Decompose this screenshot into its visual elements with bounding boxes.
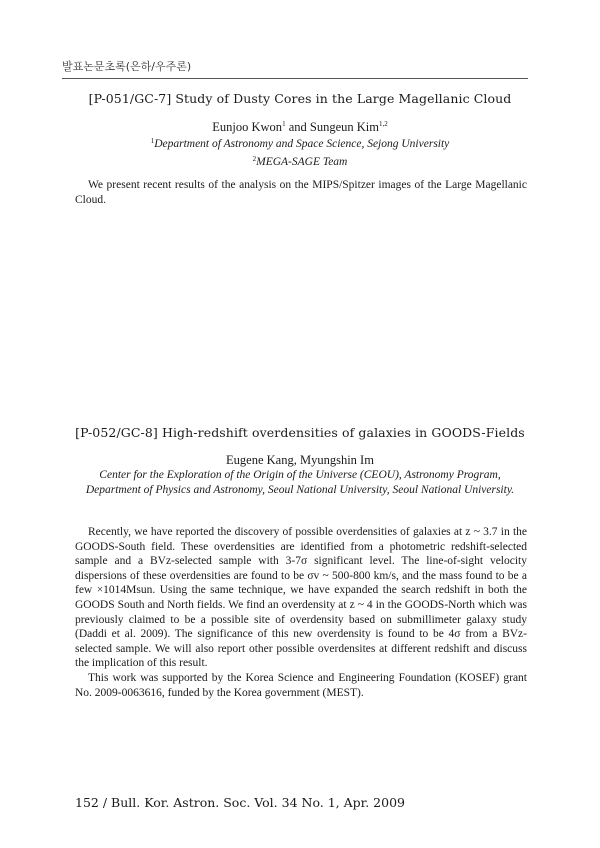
affiliation-text: MEGA-SAGE Team (256, 155, 348, 168)
author-name: Sungeun Kim (309, 120, 379, 134)
author-name: Eunjoo Kwon (212, 120, 283, 134)
affiliation-line (62, 152, 538, 170)
abstract-body-p051 (75, 178, 527, 207)
abstract-title-p051: [P-051/GC-7] Study of Dusty Cores in the Large Magellanic Cloud (88, 91, 512, 106)
running-header: 발표논문초록(은하/우주론) (62, 58, 528, 79)
affiliation-line (62, 134, 538, 152)
author-separator: and (288, 120, 307, 134)
affiliation-text: Department of Astronomy and Space Science, Sejong University (154, 138, 450, 150)
abstract-authors-p051 (62, 120, 538, 135)
abstract-affiliations-p051 (62, 134, 538, 169)
abstract-paragraph: Recently, we have reported the discovery of possible overdensities of galaxies at z ~ 3.7 in the GOODS-South field. These overdensities are identified from a photometric redshift-selected sample and a BVz-selected sample with 3-7σ significant level. The line-of-sight velocity dispersions of these overdensities are found to be σv ~ 500-800 km/s, and the mass found to be a few ×1014Msun. Using the same technique, we have expanded the search redshift in both the GOODS South and North fields. We find an overdensity at z ~ 4 in the GOODS-North which was previously claimed to be a possible site of overdensity based on submillimeter galaxy study (Daddi et al. 2009). The significance of this new overdensity is found to be 4σ from a BVz-selected sample. We will also report other possible overdensites at different redshift and discuss the implication of this result. (75, 526, 527, 670)
author-affiliation-marker: 1 (282, 120, 286, 128)
abstract-title-p052: [P-052/GC-8] High-redshift overdensities of galaxies in GOODS-Fields (75, 425, 525, 440)
abstract-affiliations-p052: Center for the Exploration of the Origin of the Universe (CEOU), Astronomy Program, Department of Physics and Astronomy, Seoul National University, Seoul National University. (85, 469, 515, 496)
abstract-authors-p052: Eugene Kang, Myungshin Im (226, 453, 374, 467)
affiliation-marker: 1 (150, 137, 155, 145)
abstract-paragraph: This work was supported by the Korea Science and Engineering Foundation (KOSEF) grant No. 2009-0063616, funded by the Korea government (MEST). (75, 671, 527, 699)
author-affiliation-marker: 1,2 (378, 120, 388, 128)
affiliation-marker: 2 (252, 154, 257, 163)
abstract-paragraph: We present recent results of the analysis on the MIPS/Spitzer images of the Large Magellanic Cloud. (75, 179, 527, 206)
abstract-body-p052 (75, 525, 527, 700)
page-footer: 152 / Bull. Kor. Astron. Soc. Vol. 34 No. 1, Apr. 2009 (75, 795, 405, 810)
